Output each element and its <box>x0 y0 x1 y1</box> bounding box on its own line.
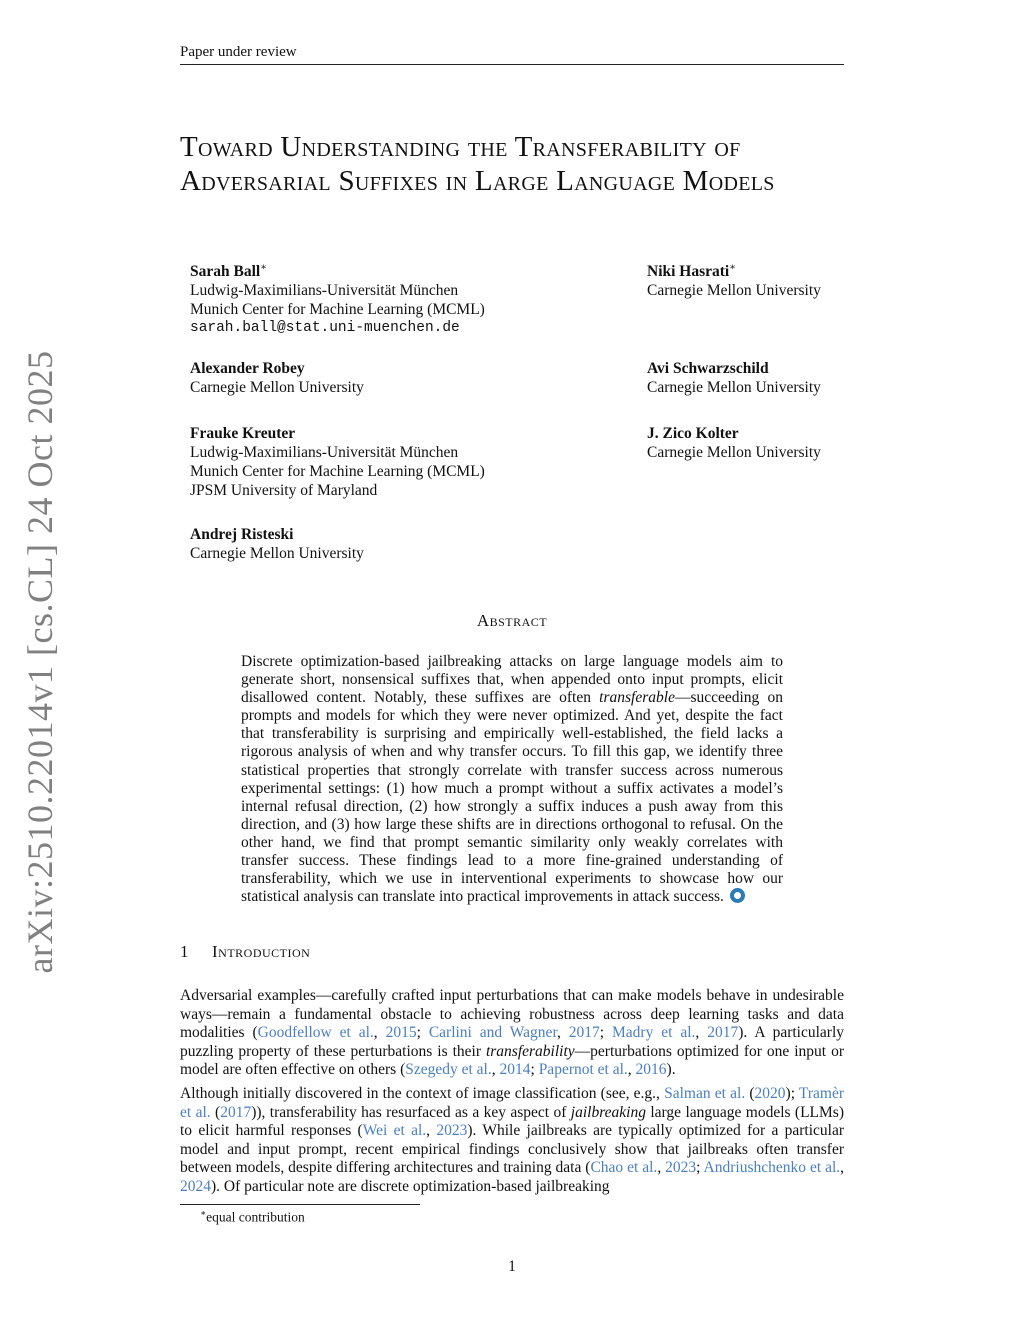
author-block <box>190 258 485 338</box>
affiliation: JPSM University of Maryland <box>190 482 378 499</box>
citation-link[interactable]: 2023 <box>665 1159 697 1176</box>
author-name: Niki Hasrati <box>647 263 730 281</box>
affiliation: Carnegie Mellon University <box>190 545 364 562</box>
citation-link[interactable]: Salman et al. <box>664 1085 746 1102</box>
citation-link[interactable]: Andriushchenko et al. <box>703 1159 841 1176</box>
citation-link[interactable]: Madry et al. <box>612 1024 696 1041</box>
author-block <box>647 258 821 300</box>
running-header: Paper under review <box>180 44 844 65</box>
citation-link[interactable]: Carlini and Wagner <box>428 1024 557 1041</box>
section-heading <box>180 942 310 962</box>
affiliation: Munich Center for Machine Learning (MCML) <box>190 301 485 319</box>
affiliation: Ludwig-Maximilians-Universität München <box>190 444 459 461</box>
affiliation: Carnegie Mellon University <box>190 379 364 396</box>
paper-title: Toward Understanding the Transferability of Adversarial Suffixes in Large Language Models <box>180 131 775 197</box>
author-block <box>190 424 485 500</box>
citation-link[interactable]: Wei et al. <box>362 1122 427 1139</box>
affiliation: Carnegie Mellon University <box>647 379 821 396</box>
equal-contribution-mark: ∗ <box>729 262 737 273</box>
citation-link[interactable]: Goodfellow et al. <box>257 1024 374 1041</box>
emphasis: jailbreaking <box>570 1103 646 1121</box>
author-block <box>647 424 821 462</box>
abstract-body: Discrete optimization-based jailbreaking attacks on large language models aim to generate short, nonsensical suffixes that, when appended onto input prompts, elicit disallowed content. Notably, these suffixes are often transferable—succeeding on prompts and models for which they were never optimized. And yet, despite the fact that transferability is surprising and empirically well-established, the field lacks a rigorous analysis of when and why transfer occurs. To fill this gap, we identify three statistical properties that strongly correlate with transfer success across numerous experimental settings: (1) how much a prompt without a suffix activates a model’s internal refusal direction, (2) how strongly a suffix induces a push away from this direction, and (3) how large these shifts are in directions orthogonal to refusal. On the other hand, we find that prompt semantic similarity only weakly correlates with transfer success. These findings lead to a more fine-grained understanding of transferability, which we use in interventional experiments to showcase how our statistical analysis can translate into practical improvements in attack success. <box>241 653 783 906</box>
author-name: Sarah Ball <box>190 263 261 281</box>
emphasis: transferability <box>485 1042 575 1060</box>
author-block <box>190 525 364 563</box>
affiliation: Munich Center for Machine Learning (MCML) <box>190 463 485 480</box>
citation-link[interactable]: 2017 <box>220 1103 252 1121</box>
github-icon[interactable] <box>730 888 745 903</box>
page-number: 1 <box>508 1258 516 1275</box>
affiliation: Carnegie Mellon University <box>647 282 821 300</box>
author-name: Frauke Kreuter <box>190 425 296 442</box>
author-email[interactable]: sarah.ball@stat.uni-muenchen.de <box>190 320 460 337</box>
citation-link[interactable]: 2015 <box>385 1024 417 1041</box>
footnote-rule <box>180 1204 420 1205</box>
citation-link[interactable]: Papernot et al. <box>538 1061 628 1078</box>
equal-contribution-mark: ∗ <box>260 262 267 273</box>
section-number: 1 <box>180 942 189 961</box>
citation-link[interactable]: Chao et al. <box>590 1159 658 1176</box>
footnote <box>200 1208 305 1226</box>
citation-link[interactable]: 2017 <box>568 1024 600 1041</box>
citation-link[interactable]: 2016 <box>635 1061 667 1078</box>
author-name: Avi Schwarzschild <box>647 360 769 377</box>
citation-link[interactable]: Szegedy et al. <box>405 1061 492 1078</box>
footnote-text: equal contribution <box>206 1209 305 1225</box>
citation-link[interactable]: 2020 <box>754 1085 786 1102</box>
citation-link[interactable]: 2014 <box>499 1061 531 1078</box>
citation-link[interactable]: 2017 <box>707 1024 739 1041</box>
footnote-mark: ∗ <box>200 1208 207 1218</box>
intro-paragraph: Adversarial examples—carefully crafted input perturbations that can make models behave in undesirable ways—remain a fundamental obstacle to achieving robustness across deep learning tasks and data modalities (Goodfellow et al., 2015; Carlini and Wagner, 2017; Madry et al., 2017). A particularly puzzling property of these perturbations is their transferability—perturbations optimized for one input or model are often effective on others (Szegedy et al., 2014; Papernot et al., 2016). <box>180 987 845 1078</box>
author-block <box>647 359 821 397</box>
citation-link[interactable]: Tramèr et al. <box>180 1085 844 1121</box>
intro-paragraph: Although initially discovered in the context of image classification (see, e.g., Salman et al. (2020); Tramèr et al. (2017)), transferability has resurfaced as a key aspect of jailbreaking large language models (LLMs) to elicit harmful responses (Wei et al., 2023). While jailbreaks are typically optimized for a particular model and input prompt, recent empirical findings conclusively show that jailbreaks often transfer between models, despite differing architectures and training data (Chao et al., 2023; Andriushchenko et al., 2024). Of particular note are discrete optimization-based jailbreaking <box>180 1085 845 1195</box>
affiliation: Carnegie Mellon University <box>647 444 821 461</box>
arxiv-id: arXiv:2510.22014v1 [cs.CL] 24 Oct 2025 <box>20 350 60 974</box>
author-block <box>190 359 364 397</box>
affiliation: Ludwig-Maximilians-Universität München <box>190 282 459 300</box>
author-name: Andrej Risteski <box>190 526 294 543</box>
author-name: Alexander Robey <box>190 360 305 377</box>
author-name: J. Zico Kolter <box>647 425 739 442</box>
citation-link[interactable]: 2023 <box>436 1122 468 1139</box>
citation-link[interactable]: 2024 <box>180 1177 211 1195</box>
abstract-heading: Abstract <box>476 611 548 630</box>
emphasis: transferable <box>599 689 675 707</box>
section-title: Introduction <box>212 942 311 961</box>
